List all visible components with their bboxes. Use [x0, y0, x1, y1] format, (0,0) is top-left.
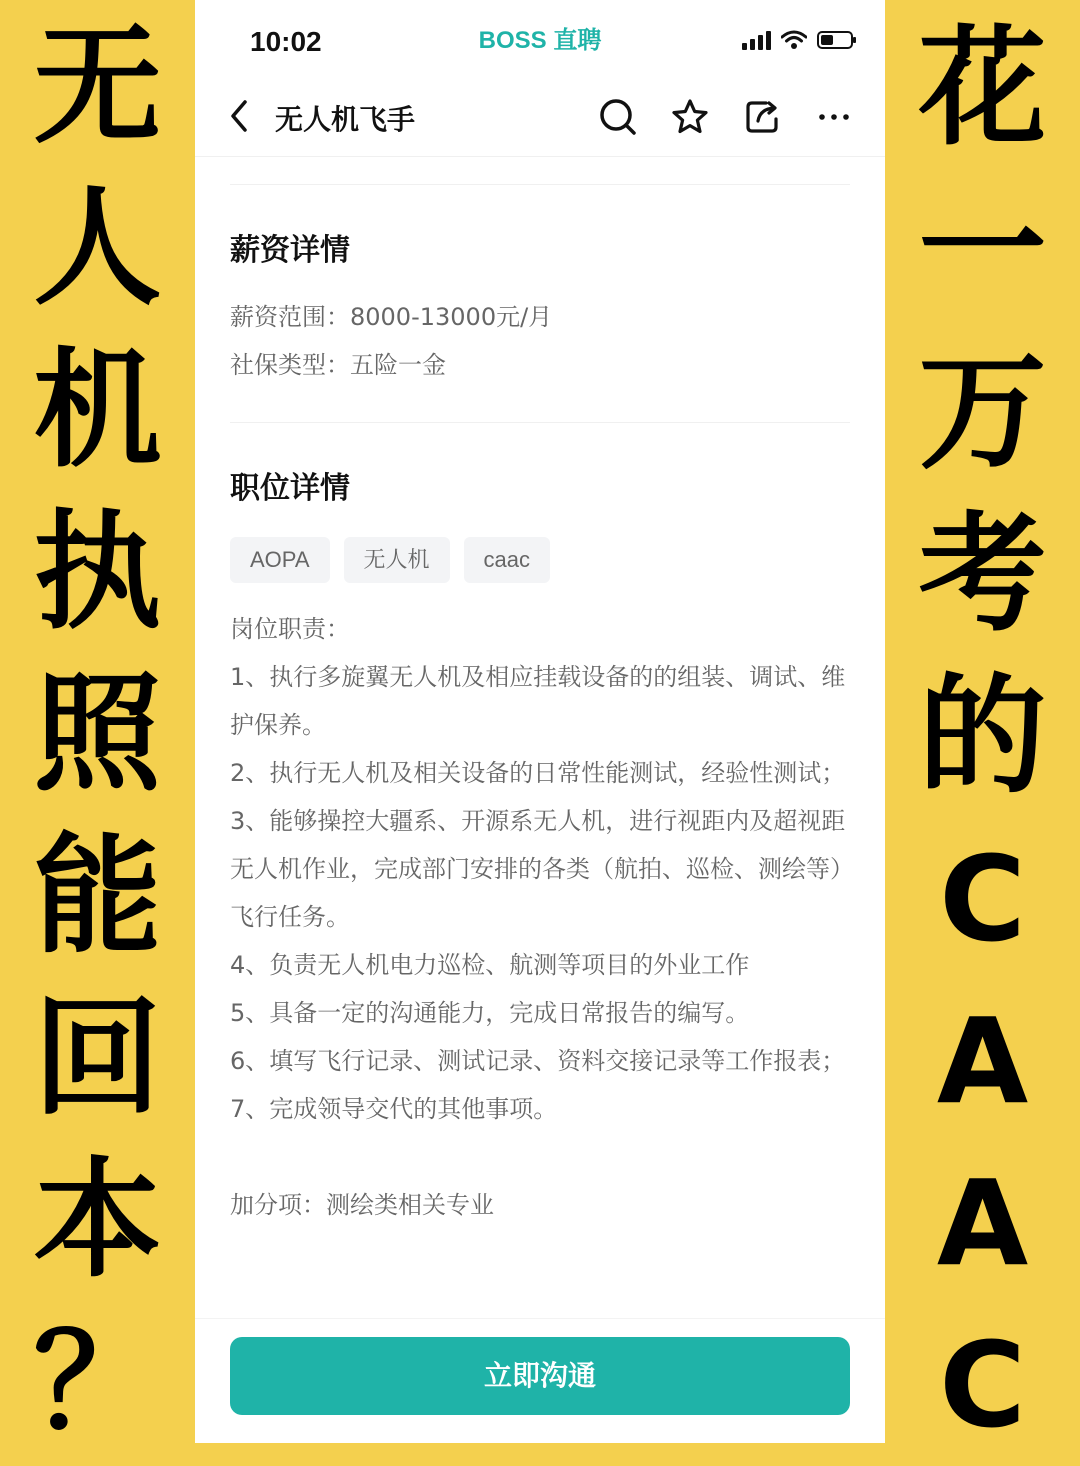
duty-item: 6、填写飞行记录、测试记录、资料交接记录等工作报表； [230, 1047, 846, 1075]
duty-item: 5、具备一定的沟通能力，完成日常报告的编写。 [230, 999, 750, 1027]
banner-char: 无 [33, 12, 162, 161]
status-icons [742, 30, 853, 50]
status-bar [195, 0, 885, 80]
share-icon[interactable] [741, 96, 783, 138]
banner-char: C [939, 1316, 1026, 1454]
banner-char: A [936, 1154, 1029, 1292]
job-tag[interactable]: AOPA [230, 537, 330, 583]
duty-item: 2、执行无人机及相关设备的日常性能测试，经验性测试； [230, 759, 846, 787]
chat-now-button[interactable]: 立即沟通 [230, 1337, 850, 1415]
status-time: 10:02 [250, 26, 322, 57]
salary-range: 薪资范围：8000-13000元/月 [230, 303, 553, 331]
job-tag[interactable]: caac [464, 537, 550, 583]
banner-char: 的 [918, 662, 1047, 811]
banner-char: A [936, 992, 1029, 1130]
job-section-title: 职位详情 [230, 471, 350, 506]
wifi-icon [781, 30, 807, 50]
search-icon[interactable] [597, 96, 639, 138]
phone-screen [195, 0, 885, 1443]
left-banner [0, 0, 195, 1457]
duties-heading: 岗位职责： [230, 615, 350, 643]
job-tag[interactable]: 无人机 [344, 537, 450, 583]
banner-char: C [939, 830, 1026, 968]
banner-char: 执 [33, 498, 162, 647]
banner-char: 回 [33, 984, 162, 1133]
back-arrow-icon[interactable] [225, 96, 255, 136]
duty-item: 1、执行多旋翼无人机及相应挂载设备的的组装、调试、维护保养。 [230, 663, 846, 739]
duty-item: 3、能够操控大疆系、开源系无人机，进行视距内及超视距无人机作业，完成部门安排的各类（航拍、巡检、测绘等）飞行任务。 [230, 807, 846, 931]
banner-char: 能 [33, 822, 162, 971]
salary-section-title: 薪资详情 [230, 233, 350, 268]
banner-char: 机 [33, 336, 162, 485]
right-banner [885, 0, 1080, 1454]
page-title: 无人机飞手 [275, 103, 416, 136]
bottom-action-bar [195, 1318, 885, 1443]
insurance-type: 社保类型：五险一金 [230, 351, 446, 379]
banner-char: 考 [918, 500, 1047, 649]
duty-item: 7、完成领导交代的其他事项。 [230, 1095, 558, 1123]
job-detail-content [230, 157, 850, 1229]
nav-actions [597, 96, 855, 138]
more-icon[interactable] [813, 96, 855, 138]
banner-char: 本 [33, 1146, 162, 1295]
nav-bar [195, 80, 885, 157]
duty-item: 4、负责无人机电力巡检、航测等项目的外业工作 [230, 951, 750, 979]
star-icon[interactable] [669, 96, 711, 138]
job-tags [230, 537, 850, 583]
banner-char: 花 [918, 14, 1047, 163]
signal-icon [742, 30, 771, 50]
bonus-requirement: 加分项：测绘类相关专业 [230, 1191, 494, 1219]
banner-char: 万 [918, 338, 1047, 487]
banner-char: 照 [33, 660, 162, 809]
brand-logo: BOSS 直聘 [478, 27, 602, 54]
banner-char: 一 [918, 176, 1047, 325]
banner-char: 人 [33, 174, 162, 323]
battery-icon [817, 31, 853, 49]
banner-char: ？ [33, 1308, 162, 1457]
